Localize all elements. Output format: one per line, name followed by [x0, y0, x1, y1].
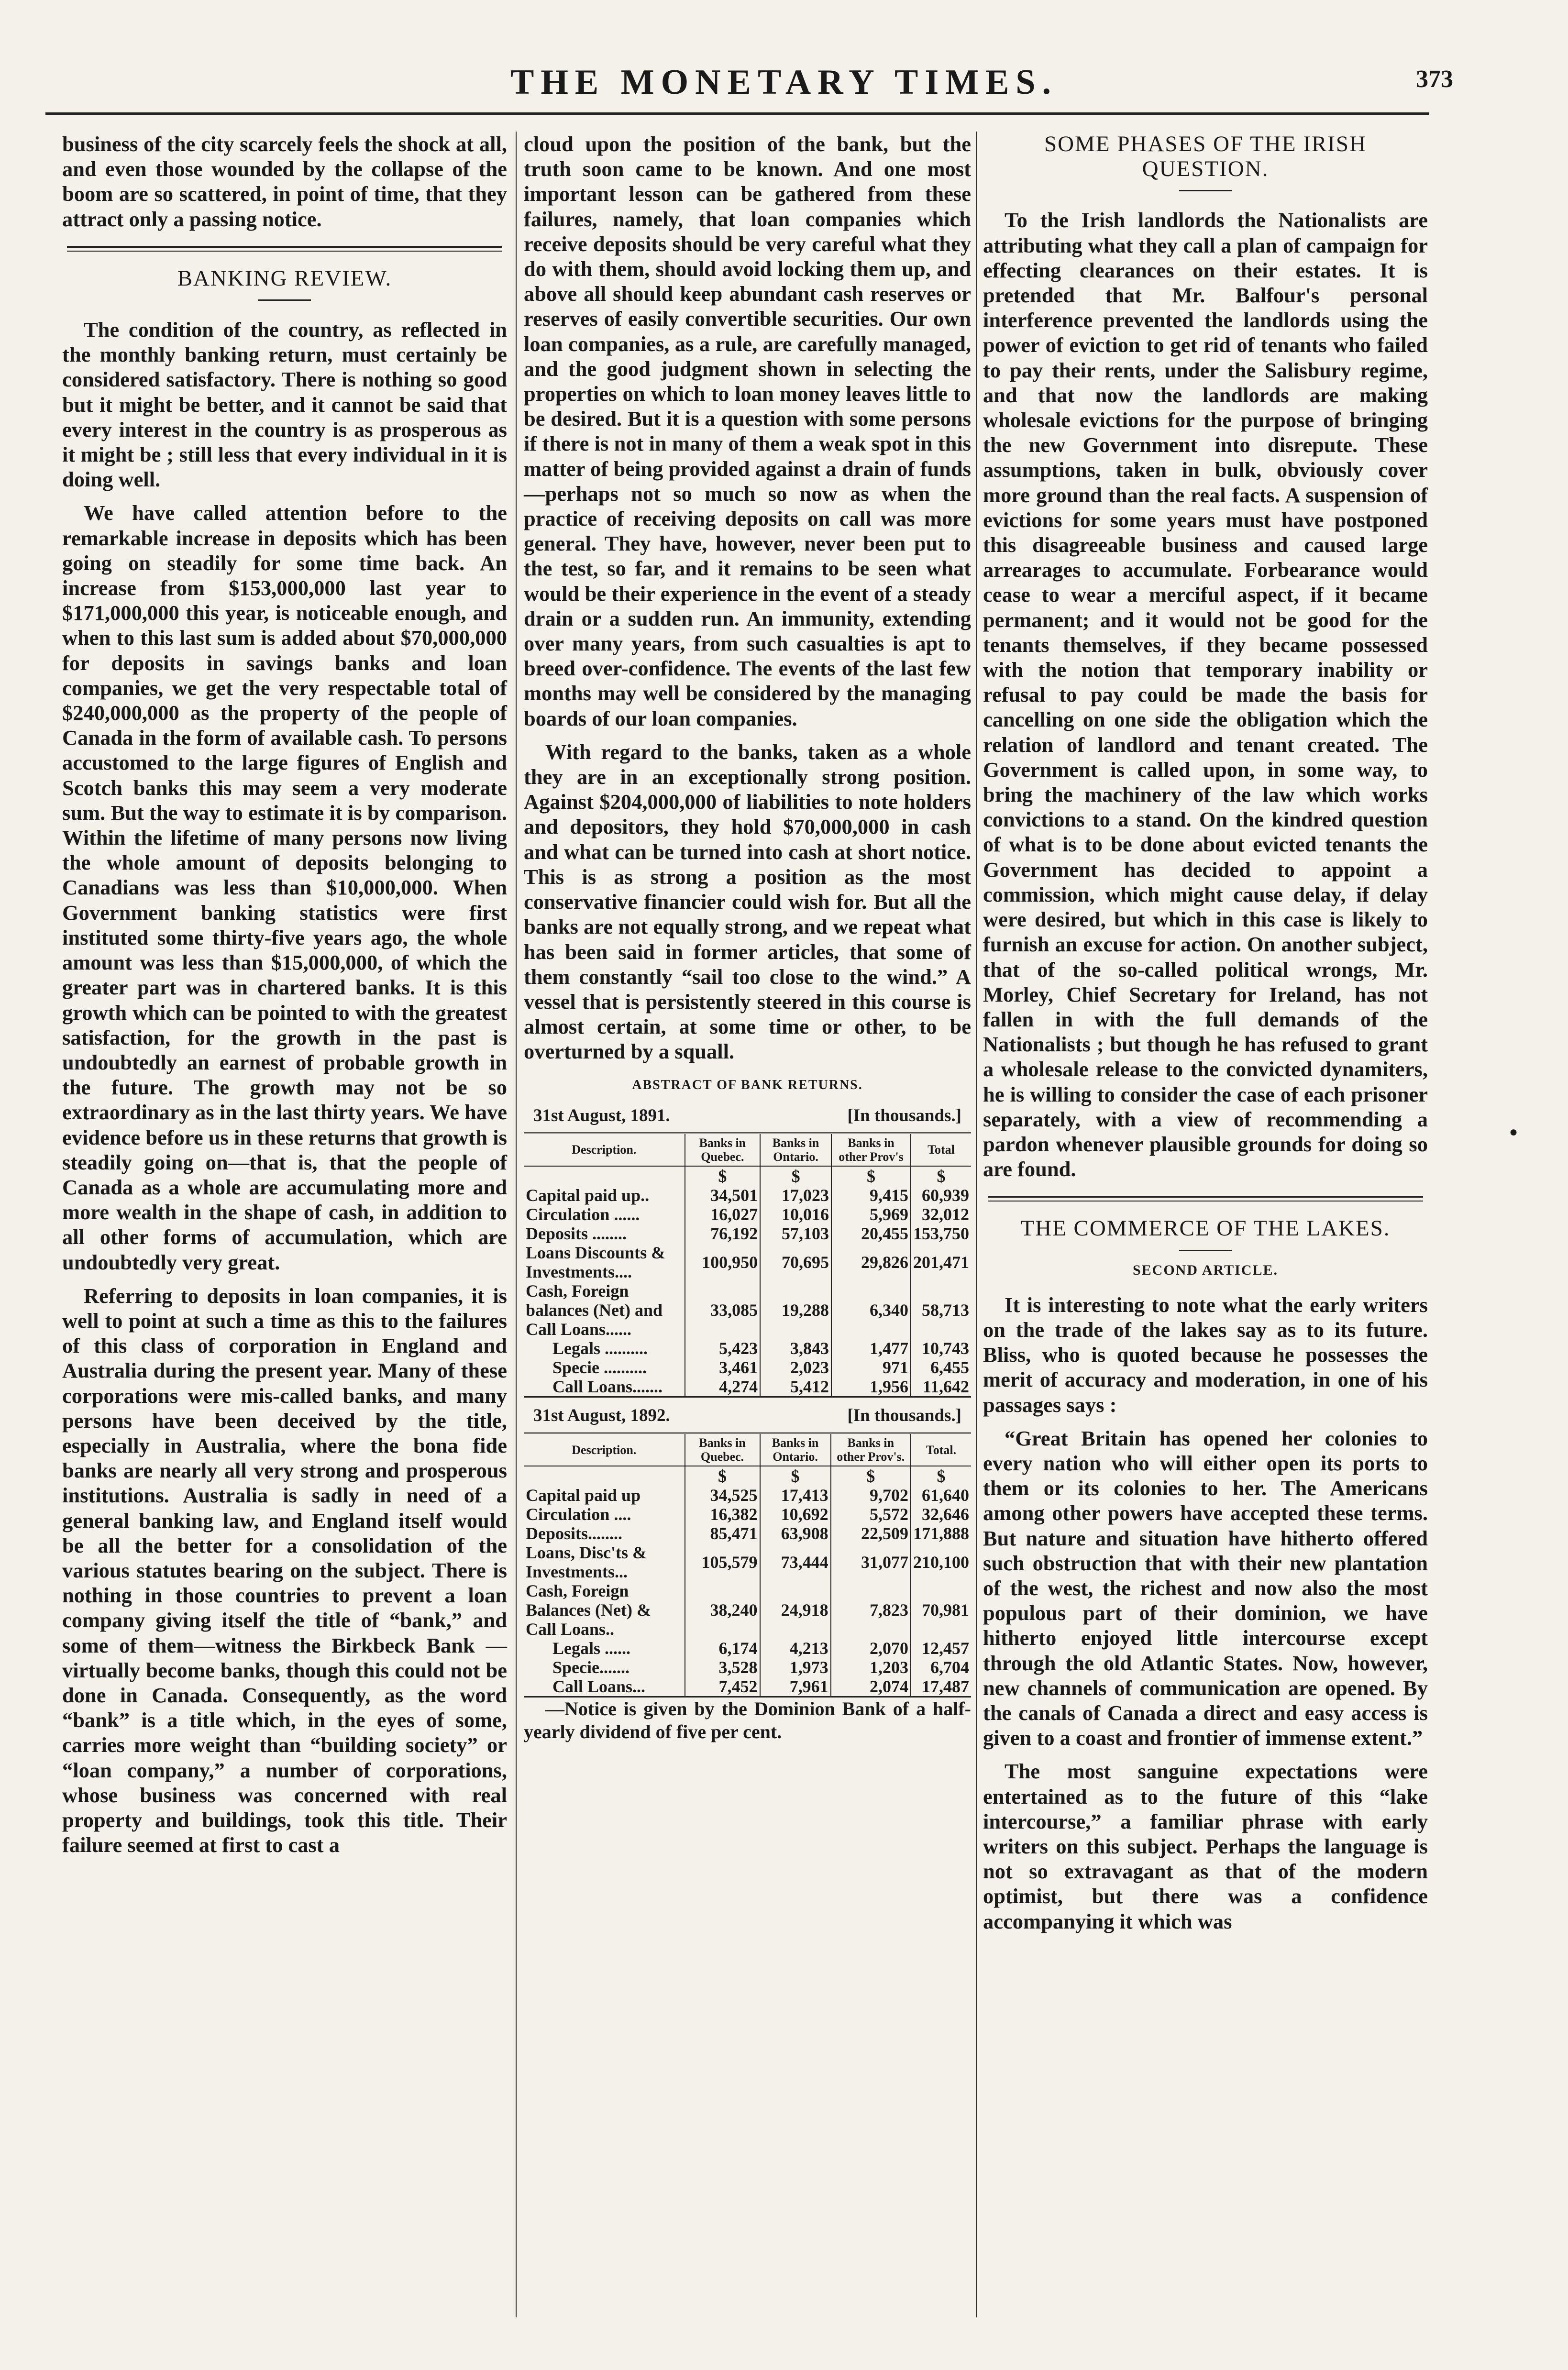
- table-cell: 63,908: [760, 1524, 831, 1543]
- table-cell: $: [760, 1166, 831, 1186]
- table-cell: 12,457: [911, 1639, 971, 1658]
- table-caption: [533, 1103, 961, 1128]
- table-cell: 70,981: [911, 1581, 971, 1639]
- table-cell: $: [831, 1166, 911, 1186]
- column-header: Banks in other Prov's.: [831, 1433, 911, 1466]
- table-row: [524, 1524, 971, 1543]
- table-cell: 32,646: [911, 1505, 971, 1524]
- column-header: Banks in Ontario.: [760, 1133, 831, 1166]
- section-subheading: SECOND ARTICLE.: [1132, 1262, 1278, 1278]
- column-divider: [976, 132, 977, 2317]
- table-cell: 85,471: [685, 1524, 760, 1543]
- table-cell: 38,240: [685, 1581, 760, 1639]
- table-cell: 20,455: [831, 1224, 911, 1243]
- table-cell: 3,528: [685, 1658, 760, 1677]
- table-cell: 7,823: [831, 1581, 911, 1639]
- column-header: Total: [911, 1133, 971, 1166]
- table-cell: 6,704: [911, 1658, 971, 1677]
- margin-bullet-icon: ●: [1509, 1124, 1518, 1140]
- table-row: [524, 1581, 971, 1639]
- table-cell: 7,452: [685, 1677, 760, 1697]
- table-cell: 4,274: [685, 1377, 761, 1397]
- table-cell: 16,027: [685, 1205, 761, 1224]
- table-cell: 6,340: [831, 1281, 911, 1339]
- table-cell: 17,023: [760, 1186, 831, 1205]
- table-cell: $: [760, 1466, 831, 1486]
- table-cell: Legals ......: [552, 1639, 631, 1658]
- table-row: [524, 1658, 971, 1677]
- table-cell: 6,455: [911, 1358, 971, 1377]
- table-cell: 6,174: [685, 1639, 760, 1658]
- section-heading: BANKING REVIEW.: [177, 265, 392, 291]
- bank-returns-table: [524, 1132, 971, 1398]
- table-cell: 5,572: [831, 1505, 911, 1524]
- table-cell: 5,423: [685, 1339, 761, 1358]
- table-cell: 24,918: [760, 1581, 831, 1639]
- bank-returns-table: [524, 1432, 971, 1698]
- table-row: [524, 1358, 971, 1377]
- table-cell: Capital paid up: [526, 1486, 641, 1505]
- table-row: [524, 1677, 971, 1697]
- dividend-notice: —Notice is given by the Dominion Bank of a half-yearly dividend of five per cent.: [524, 1698, 971, 1743]
- masthead: [0, 62, 1568, 115]
- table-cell: 4,213: [760, 1639, 831, 1658]
- short-rule: [258, 299, 311, 301]
- table-cell: Cash, Foreign Balances (Net) & Call Loans..: [526, 1581, 651, 1639]
- table-cell: Circulation ......: [526, 1204, 640, 1224]
- table-cell: 17,487: [911, 1677, 971, 1697]
- table-row: [524, 1166, 971, 1186]
- table-row: [524, 1486, 971, 1505]
- table-cell: 5,969: [831, 1205, 911, 1224]
- section-heading: SOME PHASES OF THE IRISH QUESTION.: [1044, 132, 1367, 182]
- table-cell: 1,477: [831, 1339, 911, 1358]
- column-header: Banks in Quebec.: [685, 1133, 761, 1166]
- table-cell: [524, 1466, 685, 1486]
- table-cell: 5,412: [760, 1377, 831, 1397]
- table-cell: Deposits........: [526, 1524, 623, 1543]
- table-cell: $: [911, 1166, 971, 1186]
- table-cell: 61,640: [911, 1486, 971, 1505]
- table-cell: 2,074: [831, 1677, 911, 1697]
- section-divider: [988, 1196, 1423, 1202]
- table-cell: $: [685, 1166, 761, 1186]
- table-cell: 1,203: [831, 1658, 911, 1677]
- column-header: Banks in other Prov's: [831, 1133, 911, 1166]
- table-cell: Circulation ....: [526, 1505, 631, 1524]
- column-header: Description.: [524, 1133, 685, 1166]
- table-cell: $: [911, 1466, 971, 1486]
- table-cell: 1,973: [760, 1658, 831, 1677]
- paragraph: cloud upon the position of the bank, but the truth soon came to be known. And one most important lesson can be gathered from these failures, namely, that loan companies which receive deposits should be very careful what they do with them, should avoid locking them up, and above all should keep abundant cash reserves or reserves of easily convertible securities. Our own loan companies, as a rule, are carefully managed, and the good judgment shown in selecting the properties on which to loan money leaves little to be desired. But it is a question with some persons if there is not in many of them a weak spot in this matter of being provided against a drain of funds—perhaps not so much so now as when the practice of receiving deposits on call was more general. They have, however, never been put to the test, so far, and it remains to be seen what would be their experience in the event of a steady drain or a sudden run. An immunity, extending over many years, from such casualties is apt to breed over-confidence. The events of the last few months may well be considered by the managing boards of our loan companies.: [524, 132, 971, 730]
- table-cell: 100,950: [685, 1243, 761, 1281]
- table-cell: 9,702: [831, 1486, 911, 1505]
- table-cell: Deposits ........: [526, 1224, 627, 1243]
- table-cell: $: [831, 1466, 911, 1486]
- paragraph: business of the city scarcely feels the shock at all, and even those wounded by the collapse of the boom are so scattered, in point of time, that they attract only a passing notice.: [62, 132, 507, 231]
- masthead-rule: [45, 112, 1429, 115]
- table-unit: [In thousands.]: [847, 1105, 961, 1125]
- table-cell: 32,012: [911, 1205, 971, 1224]
- paragraph: “Great Britain has opened her colonies to every nation who will either open its ports to them or its colonies to her. The Americans among other powers have accepted these terms. But nature and situation have hitherto offered such obstruction that with their new plantation of the west, the richest and now also the most populous part of their dominion, we have hitherto enjoyed little intercourse except through the old Atlantic States. Now, however, new channels of communication are opened. By the canals of Canada a direct and easy access is given to a coast and frontier of immense extent.”: [983, 1426, 1428, 1750]
- table-cell: 19,288: [760, 1281, 831, 1339]
- table-row: [524, 1377, 971, 1397]
- table-cell: 73,444: [760, 1543, 831, 1581]
- paragraph: The most sanguine expectations were entertained as to the future of this “lake intercourse,” a familiar phrase with early writers on this subject. Perhaps the language is not so extravagant as that of the modern optimist, but there was a confidence accompanying it which was: [983, 1759, 1428, 1933]
- table-cell: Capital paid up..: [526, 1185, 650, 1205]
- table-row: [524, 1281, 971, 1339]
- table-cell: 2,023: [760, 1358, 831, 1377]
- table-row: [524, 1466, 971, 1486]
- table-row: [524, 1543, 971, 1581]
- short-rule: [1179, 190, 1232, 191]
- table-cell: Call Loans.......: [552, 1377, 663, 1396]
- table-cell: Specie ..........: [552, 1357, 647, 1377]
- table-row: [524, 1224, 971, 1243]
- table-cell: 22,509: [831, 1524, 911, 1543]
- table-cell: Legals ..........: [552, 1338, 648, 1358]
- table-cell: 58,713: [911, 1281, 971, 1339]
- column-header: Banks in Ontario.: [760, 1433, 831, 1466]
- column-2: [524, 132, 971, 1752]
- table-cell: Call Loans...: [552, 1677, 646, 1697]
- paragraph: It is interesting to note what the early writers on the trade of the lakes say as to its future. Bliss, who is quoted because he possesses the merit of accuracy and moderation, in one of his passages says :: [983, 1292, 1428, 1417]
- table-title: ABSTRACT OF BANK RETURNS.: [632, 1077, 863, 1092]
- table-cell: 31,077: [831, 1543, 911, 1581]
- table-cell: 70,695: [760, 1243, 831, 1281]
- table-row: [524, 1339, 971, 1358]
- table-cell: 10,016: [760, 1205, 831, 1224]
- table-row: [524, 1505, 971, 1524]
- table-cell: 34,501: [685, 1186, 761, 1205]
- table-cell: 201,471: [911, 1243, 971, 1281]
- paragraph: To the Irish landlords the Nationalists are attributing what they call a plan of campaign for effecting clearances on their estates. It is pretended that Mr. Balfour's personal interference prevented the landlords using the power of eviction to get rid of tenants who failed to pay their rents, under the Salisbury regime, and that now the landlords are making wholesale evictions for the purpose of bringing the new Government into disrepute. These assumptions, taken in bulk, obviously cover more ground than the real facts. A suspension of evictions for some years must have postponed this disagreeable business and caused large arrearages to accumulate. Forbearance would cease to wear a merciful aspect, if it became permanent; and it would not be good for the tenants themselves, if they became possessed with the notion that temporary inability or refusal to pay could be made the basis for cancelling on one side the obligation which the relation of landlord and tenant created. The Government is called upon, in some way, to bring the machinery of the law which works convictions to a stand. On the kindred question of what is to be done about evicted tenants the Government has decided to appoint a commission, which might cause delay, if delay were desired, but which in this case is likely to furnish an excuse for action. On another subject, that of the so-called political wrongs, Mr. Morley, Chief Secretary for Ireland, has not fallen in with the full demands of the Nationalists ; but though he has refused to grant a wholesale release to the convicted dynamiters, he is willing to consider the case of each prisoner separately, with a view of recommending a pardon whenever plausible grounds for doing so are found.: [983, 208, 1428, 1181]
- paragraph: With regard to the banks, taken as a whole they are in an exceptionally strong position. Against $204,000,000 of liabilities to note holders and depositors, they hold $70,000,000 in cash and what can be turned into cash at short notice. This is as strong a position as the most conservative financier could wish for. But all the banks are not equally strong, and we repeat what has been said in former articles, that some of them constantly “sail too close to the wind.” A vessel that is persistently steered in this course is almost certain, at some time or other, to be overturned by a squall.: [524, 739, 971, 1064]
- table-cell: 153,750: [911, 1224, 971, 1243]
- table-cell: 2,070: [831, 1639, 911, 1658]
- table-cell: 76,192: [685, 1224, 761, 1243]
- newspaper-title: THE MONETARY TIMES.: [510, 63, 1058, 102]
- short-rule: [1179, 1250, 1232, 1251]
- table-caption: [533, 1403, 961, 1428]
- column-divider: [516, 132, 517, 2317]
- column-header: Total.: [911, 1433, 971, 1466]
- column-header: Description.: [524, 1433, 685, 1466]
- table-cell: 105,579: [685, 1543, 760, 1581]
- table-cell: Loans, Disc'ts & Investments...: [526, 1543, 647, 1582]
- section-heading: THE COMMERCE OF THE LAKES.: [1020, 1216, 1391, 1241]
- table-cell: 17,413: [760, 1486, 831, 1505]
- table-row: [524, 1243, 971, 1281]
- table-cell: 11,642: [911, 1377, 971, 1397]
- table-cell: Cash, Foreign balances (Net) and Call Loans......: [526, 1281, 663, 1339]
- table-date: 31st August, 1891.: [533, 1105, 670, 1125]
- paragraph: We have called attention before to the remarkable increase in deposits which has been going on steadily for some time back. An increase from $153,000,000 last year to $171,000,000 this year, is noticeable enough, and when to this last sum is added about $70,000,000 for deposits in savings banks and loan companies, we get the very respectable total of $240,000,000 as the property of the people of Canada in the form of available cash. To persons accustomed to the large figures of English and Scotch banks this may seem a very moderate sum. But the way to estimate it is by comparison. Within the lifetime of many persons now living the whole amount of deposits belonging to Canadians was less than $10,000,000. When Government banking statistics were first instituted some thirty-five years ago, the whole amount was less than $15,000,000, of which the greater part was in chartered banks. It is this growth which can be pointed to with the greatest satisfaction, for the growth in the past is undoubtedly an earnest of probable growth in the future. The growth may not be so extraordinary as in the last thirty years. We have evidence before us in these returns that growth is steadily going on—that is, that the people of Canada as a whole are accumulating more and more wealth in the shape of cash, in addition to all other forms of accumulation, which are undoubtedly very great.: [62, 501, 507, 1274]
- table-cell: 1,956: [831, 1377, 911, 1397]
- table-cell: [524, 1166, 685, 1186]
- table-cell: 29,826: [831, 1243, 911, 1281]
- table-cell: 57,103: [760, 1224, 831, 1243]
- table-cell: 10,692: [760, 1505, 831, 1524]
- table-cell: 171,888: [911, 1524, 971, 1543]
- column-header: Banks in Quebec.: [685, 1433, 760, 1466]
- table-cell: 3,461: [685, 1358, 761, 1377]
- table-cell: Specie.......: [552, 1658, 629, 1677]
- table-cell: 33,085: [685, 1281, 761, 1339]
- table-cell: 16,382: [685, 1505, 760, 1524]
- table-cell: 7,961: [760, 1677, 831, 1697]
- table-cell: $: [685, 1466, 760, 1486]
- section-divider: [67, 246, 502, 252]
- table-cell: Loans Discounts & Investments....: [526, 1243, 666, 1281]
- table-cell: 10,743: [911, 1339, 971, 1358]
- column-1: [62, 132, 507, 1866]
- table-row: [524, 1205, 971, 1224]
- table-cell: 210,100: [911, 1543, 971, 1581]
- table-cell: 9,415: [831, 1186, 911, 1205]
- table-row: [524, 1186, 971, 1205]
- table-date: 31st August, 1892.: [533, 1405, 670, 1425]
- page-number: 373: [1416, 66, 1453, 93]
- bank-table-1891: [524, 1103, 971, 1398]
- bank-table-1892: [524, 1403, 971, 1698]
- paragraph: Referring to deposits in loan companies, it is well to point at such a time as this to the failures of this class of corporation in England and Australia during the present year. Many of these corporations were mis-called banks, and many persons have been deceived by the title, especially in Australia, where the bona fide banks are nearly all very strong and prosperous institutions. Australia is sadly in need of a general banking law, and England itself would be all the better for a consolidation of the various statutes bearing on the subject. There is nothing in those countries to prevent a loan company giving itself the title of “bank,” and some of them—witness the Birkbeck Bank —virtually become banks, though this could not be done in Canada. Consequently, as the word “bank” is a title which, in the eyes of some, carries more weight than “building society” or “loan company,” a number of corporations, whose business was concerned with real property and buildings, took this title. Their failure seemed at first to cast a: [62, 1283, 507, 1857]
- table-cell: 60,939: [911, 1186, 971, 1205]
- column-3: [983, 132, 1428, 1942]
- table-cell: 3,843: [760, 1339, 831, 1358]
- table-unit: [In thousands.]: [847, 1405, 961, 1425]
- paragraph: The condition of the country, as reflected in the monthly banking return, must certainly be considered satisfactory. There is nothing so good but it might be better, and it cannot be said that every interest in the country is as prosperous as it might be ; still less that every individual in it is doing well.: [62, 318, 507, 492]
- table-cell: 34,525: [685, 1486, 760, 1505]
- table-row: [524, 1639, 971, 1658]
- table-cell: 971: [831, 1358, 911, 1377]
